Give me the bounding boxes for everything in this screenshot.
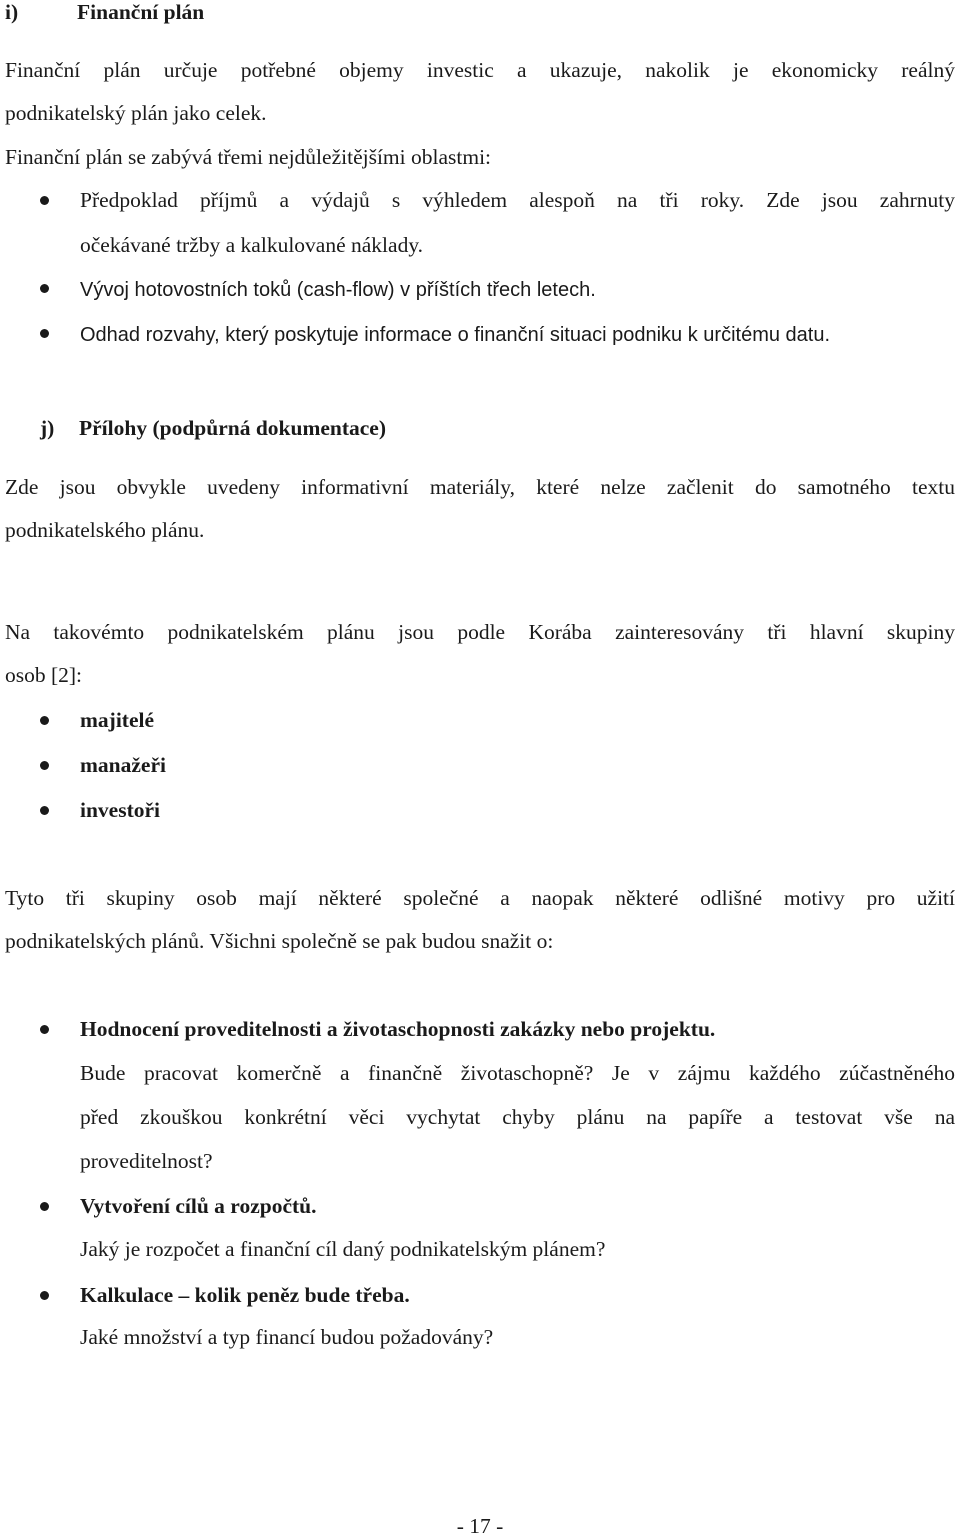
goal-1-text-line-2: před zkouškou konkrétní věci vychytat chyby plánu na papíře a testovat vše na: [80, 1105, 955, 1129]
section-j-paragraph-2-line-2: osob [2]:: [5, 663, 83, 687]
group-item-investors: investoři: [80, 798, 161, 822]
section-i-heading: [5, 2, 204, 24]
section-i-paragraph-1-line-1: Finanční plán určuje potřebné objemy investic a ukazuje, nakolik je ekonomicky reálný: [5, 58, 955, 82]
group-item-owners: majitelé: [80, 708, 155, 732]
bullet-icon: [40, 716, 49, 725]
goal-1-text-line-3: proveditelnost?: [80, 1149, 213, 1173]
bullet-icon: [40, 761, 49, 770]
section-j-paragraph-3-line-2: podnikatelských plánů. Všichni společně se pak budou snažit o:: [5, 929, 554, 953]
finance-bullet-1-line-1: Předpoklad příjmů a výdajů s výhledem alespoň na tři roky. Zde jsou zahrnuty: [80, 188, 955, 212]
goal-2-text: Jaký je rozpočet a finanční cíl daný podnikatelským plánem?: [80, 1237, 606, 1261]
bullet-icon: [40, 1202, 49, 1211]
group-item-managers: manažeři: [80, 753, 166, 777]
goal-3-title: Kalkulace – kolik peněz bude třeba.: [80, 1283, 410, 1307]
goal-2-title: Vytvoření cílů a rozpočtů.: [80, 1194, 317, 1218]
section-i-title: Finanční plán: [77, 0, 205, 24]
section-j-paragraph-1-line-2: podnikatelského plánu.: [5, 518, 205, 542]
goal-1-text-line-1: Bude pracovat komerčně a finančně životaschopně? Je v zájmu každého zúčastněného: [80, 1061, 955, 1085]
section-i-paragraph-1-line-2: podnikatelský plán jako celek.: [5, 101, 267, 125]
section-i-paragraph-2: Finanční plán se zabývá třemi nejdůležitějšími oblastmi:: [5, 145, 492, 169]
finance-bullet-1-line-2: očekávané tržby a kalkulované náklady.: [80, 233, 424, 257]
bullet-icon: [40, 1291, 49, 1300]
page-number: [0, 1516, 960, 1538]
finance-bullet-2: Vývoj hotovostních toků (cash-flow) v příštích třech letech.: [80, 279, 596, 301]
bullet-icon: [40, 196, 49, 205]
section-j-heading: [40, 418, 386, 440]
bullet-icon: [40, 284, 49, 293]
page-number-text: - 17 -: [456, 1514, 504, 1538]
section-j-paragraph-3-line-1: Tyto tři skupiny osob mají některé společné a naopak některé odlišné motivy pro užití: [5, 886, 955, 910]
bullet-icon: [40, 1025, 49, 1034]
section-j-title: Přílohy (podpůrná dokumentace): [79, 416, 387, 440]
goal-3-text: Jaké množství a typ financí budou požadovány?: [80, 1325, 494, 1349]
finance-bullet-3: Odhad rozvahy, který poskytuje informace o finanční situaci podniku k určitému datu.: [80, 324, 831, 346]
section-i-label: i): [5, 0, 19, 24]
goal-1-title: Hodnocení proveditelnosti a životaschopnosti zakázky nebo projektu.: [80, 1017, 716, 1041]
section-j-label: j): [40, 416, 55, 440]
section-j-paragraph-1-line-1: Zde jsou obvykle uvedeny informativní materiály, které nelze začlenit do samotného textu: [5, 475, 955, 499]
bullet-icon: [40, 329, 49, 338]
bullet-icon: [40, 806, 49, 815]
section-j-paragraph-2-line-1: Na takovémto podnikatelském plánu jsou podle Korába zainteresovány tři hlavní skupiny: [5, 620, 955, 644]
